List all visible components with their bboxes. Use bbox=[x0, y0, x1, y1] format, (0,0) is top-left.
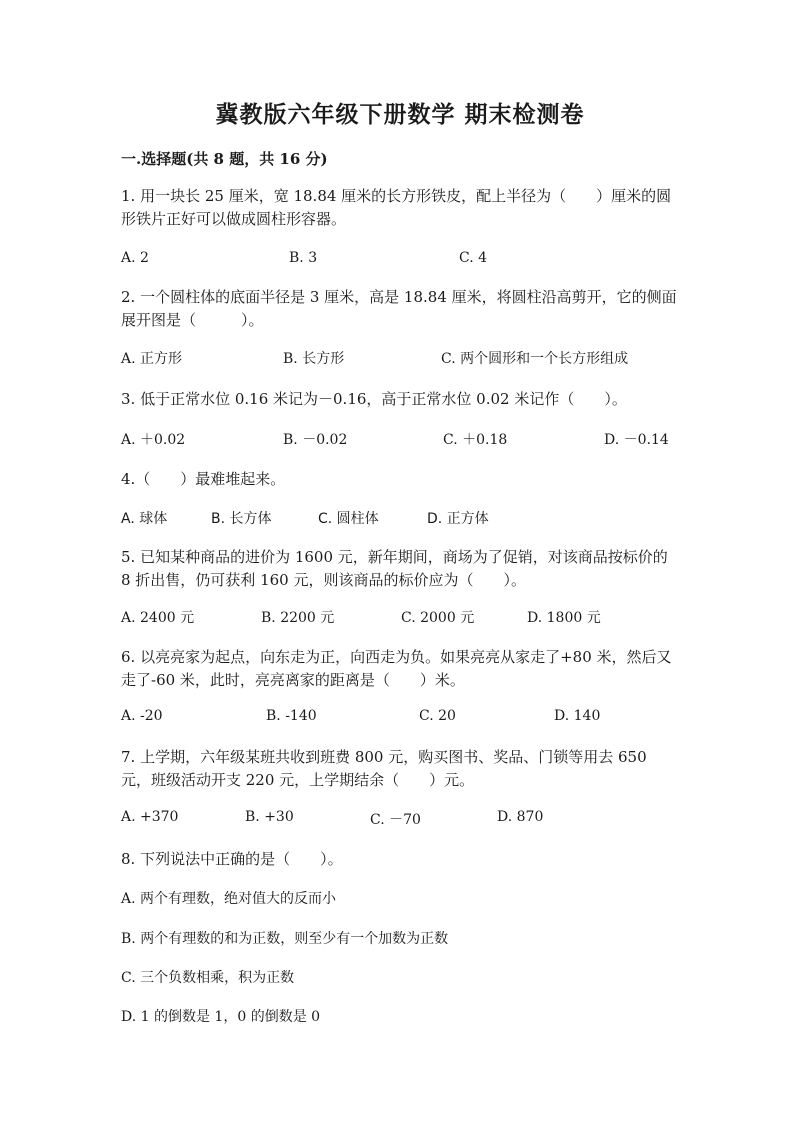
option[interactable]: B. -140 bbox=[266, 708, 317, 724]
question-6-options bbox=[121, 708, 681, 730]
option[interactable]: C. －70 bbox=[370, 812, 421, 828]
question-2-options bbox=[121, 348, 681, 370]
option[interactable]: D. 正方体 bbox=[427, 511, 489, 527]
option[interactable]: B. －0.02 bbox=[283, 432, 348, 448]
question-8: 8. 下列说法中正确的是（ ）。 bbox=[121, 850, 343, 868]
option[interactable]: D. 870 bbox=[497, 809, 544, 825]
question-5-options bbox=[121, 607, 681, 629]
option[interactable]: C. ＋0.18 bbox=[443, 432, 508, 448]
question-3-options bbox=[121, 429, 681, 451]
option[interactable]: A. 2 bbox=[121, 250, 149, 266]
question-2: 2. 一个圆柱体的底面半径是 3 厘米，高是 18.84 厘米，将圆柱沿高剪开，它的侧面展开图是（ ）。 bbox=[121, 288, 677, 329]
question-4: 4.（ ）最难堆起来。 bbox=[121, 470, 286, 488]
option[interactable]: B. 长方体 bbox=[211, 511, 272, 527]
option[interactable]: A. 2400 元 bbox=[121, 610, 195, 626]
question-4-options bbox=[121, 508, 681, 530]
option[interactable]: B. 3 bbox=[289, 250, 318, 266]
option[interactable]: D. －0.14 bbox=[604, 432, 669, 448]
option[interactable]: A. ＋0.02 bbox=[121, 432, 186, 448]
question-3: 3. 低于正常水位 0.16 米记为－0.16，高于正常水位 0.02 米记作（ ）。 bbox=[121, 390, 627, 408]
option[interactable]: B. 两个有理数的和为正数，则至少有一个加数为正数 bbox=[121, 931, 449, 947]
option[interactable]: C. 圆柱体 bbox=[318, 511, 379, 527]
option[interactable]: D. 1 的倒数是 1，0 的倒数是 0 bbox=[121, 1009, 321, 1025]
option[interactable]: A. -20 bbox=[121, 708, 163, 724]
option[interactable]: A. 正方形 bbox=[121, 351, 183, 367]
option[interactable]: D. 1800 元 bbox=[527, 610, 601, 626]
option[interactable]: A. 两个有理数，绝对值大的反而小 bbox=[121, 891, 337, 907]
question-7-options bbox=[121, 809, 681, 831]
section-heading: 一.选择题(共 8 题，共 16 分) bbox=[121, 150, 328, 168]
question-6: 6. 以亮亮家为起点，向东走为正，向西走为负。如果亮亮从家走了+80 米，然后又走了-60 米，此时，亮亮离家的距离是（ ）米。 bbox=[121, 648, 672, 689]
option[interactable]: C. 4 bbox=[459, 250, 488, 266]
question-7: 7. 上学期，六年级某班共收到班费 800 元，购买图书、奖品、门锁等用去 650 元，班级活动开支 220 元，上学期结余（ ）元。 bbox=[121, 748, 647, 789]
option[interactable]: C. 20 bbox=[419, 708, 456, 724]
option[interactable]: B. +30 bbox=[245, 809, 294, 825]
page-title: 冀教版六年级下册数学 期末检测卷 bbox=[215, 101, 585, 128]
option[interactable]: A. 球体 bbox=[121, 511, 168, 527]
option[interactable]: B. 长方形 bbox=[283, 351, 345, 367]
option[interactable]: C. 两个圆形和一个长方形组成 bbox=[441, 351, 629, 367]
question-5: 5. 已知某种商品的进价为 1600 元，新年期间，商场为了促销，对该商品按标价的 8 折出售，仍可获利 160 元，则该商品的标价应为（ ）。 bbox=[121, 548, 668, 589]
option[interactable]: B. 2200 元 bbox=[261, 610, 335, 626]
option[interactable]: C. 三个负数相乘，积为正数 bbox=[121, 970, 295, 986]
option[interactable]: D. 140 bbox=[554, 708, 601, 724]
question-1-options bbox=[121, 250, 681, 272]
option[interactable]: C. 2000 元 bbox=[401, 610, 475, 626]
option[interactable]: A. +370 bbox=[121, 809, 179, 825]
question-1: 1. 用一块长 25 厘米，宽 18.84 厘米的长方形铁皮，配上半径为（ ）厘米的圆形铁片正好可以做成圆柱形容器。 bbox=[121, 187, 672, 228]
